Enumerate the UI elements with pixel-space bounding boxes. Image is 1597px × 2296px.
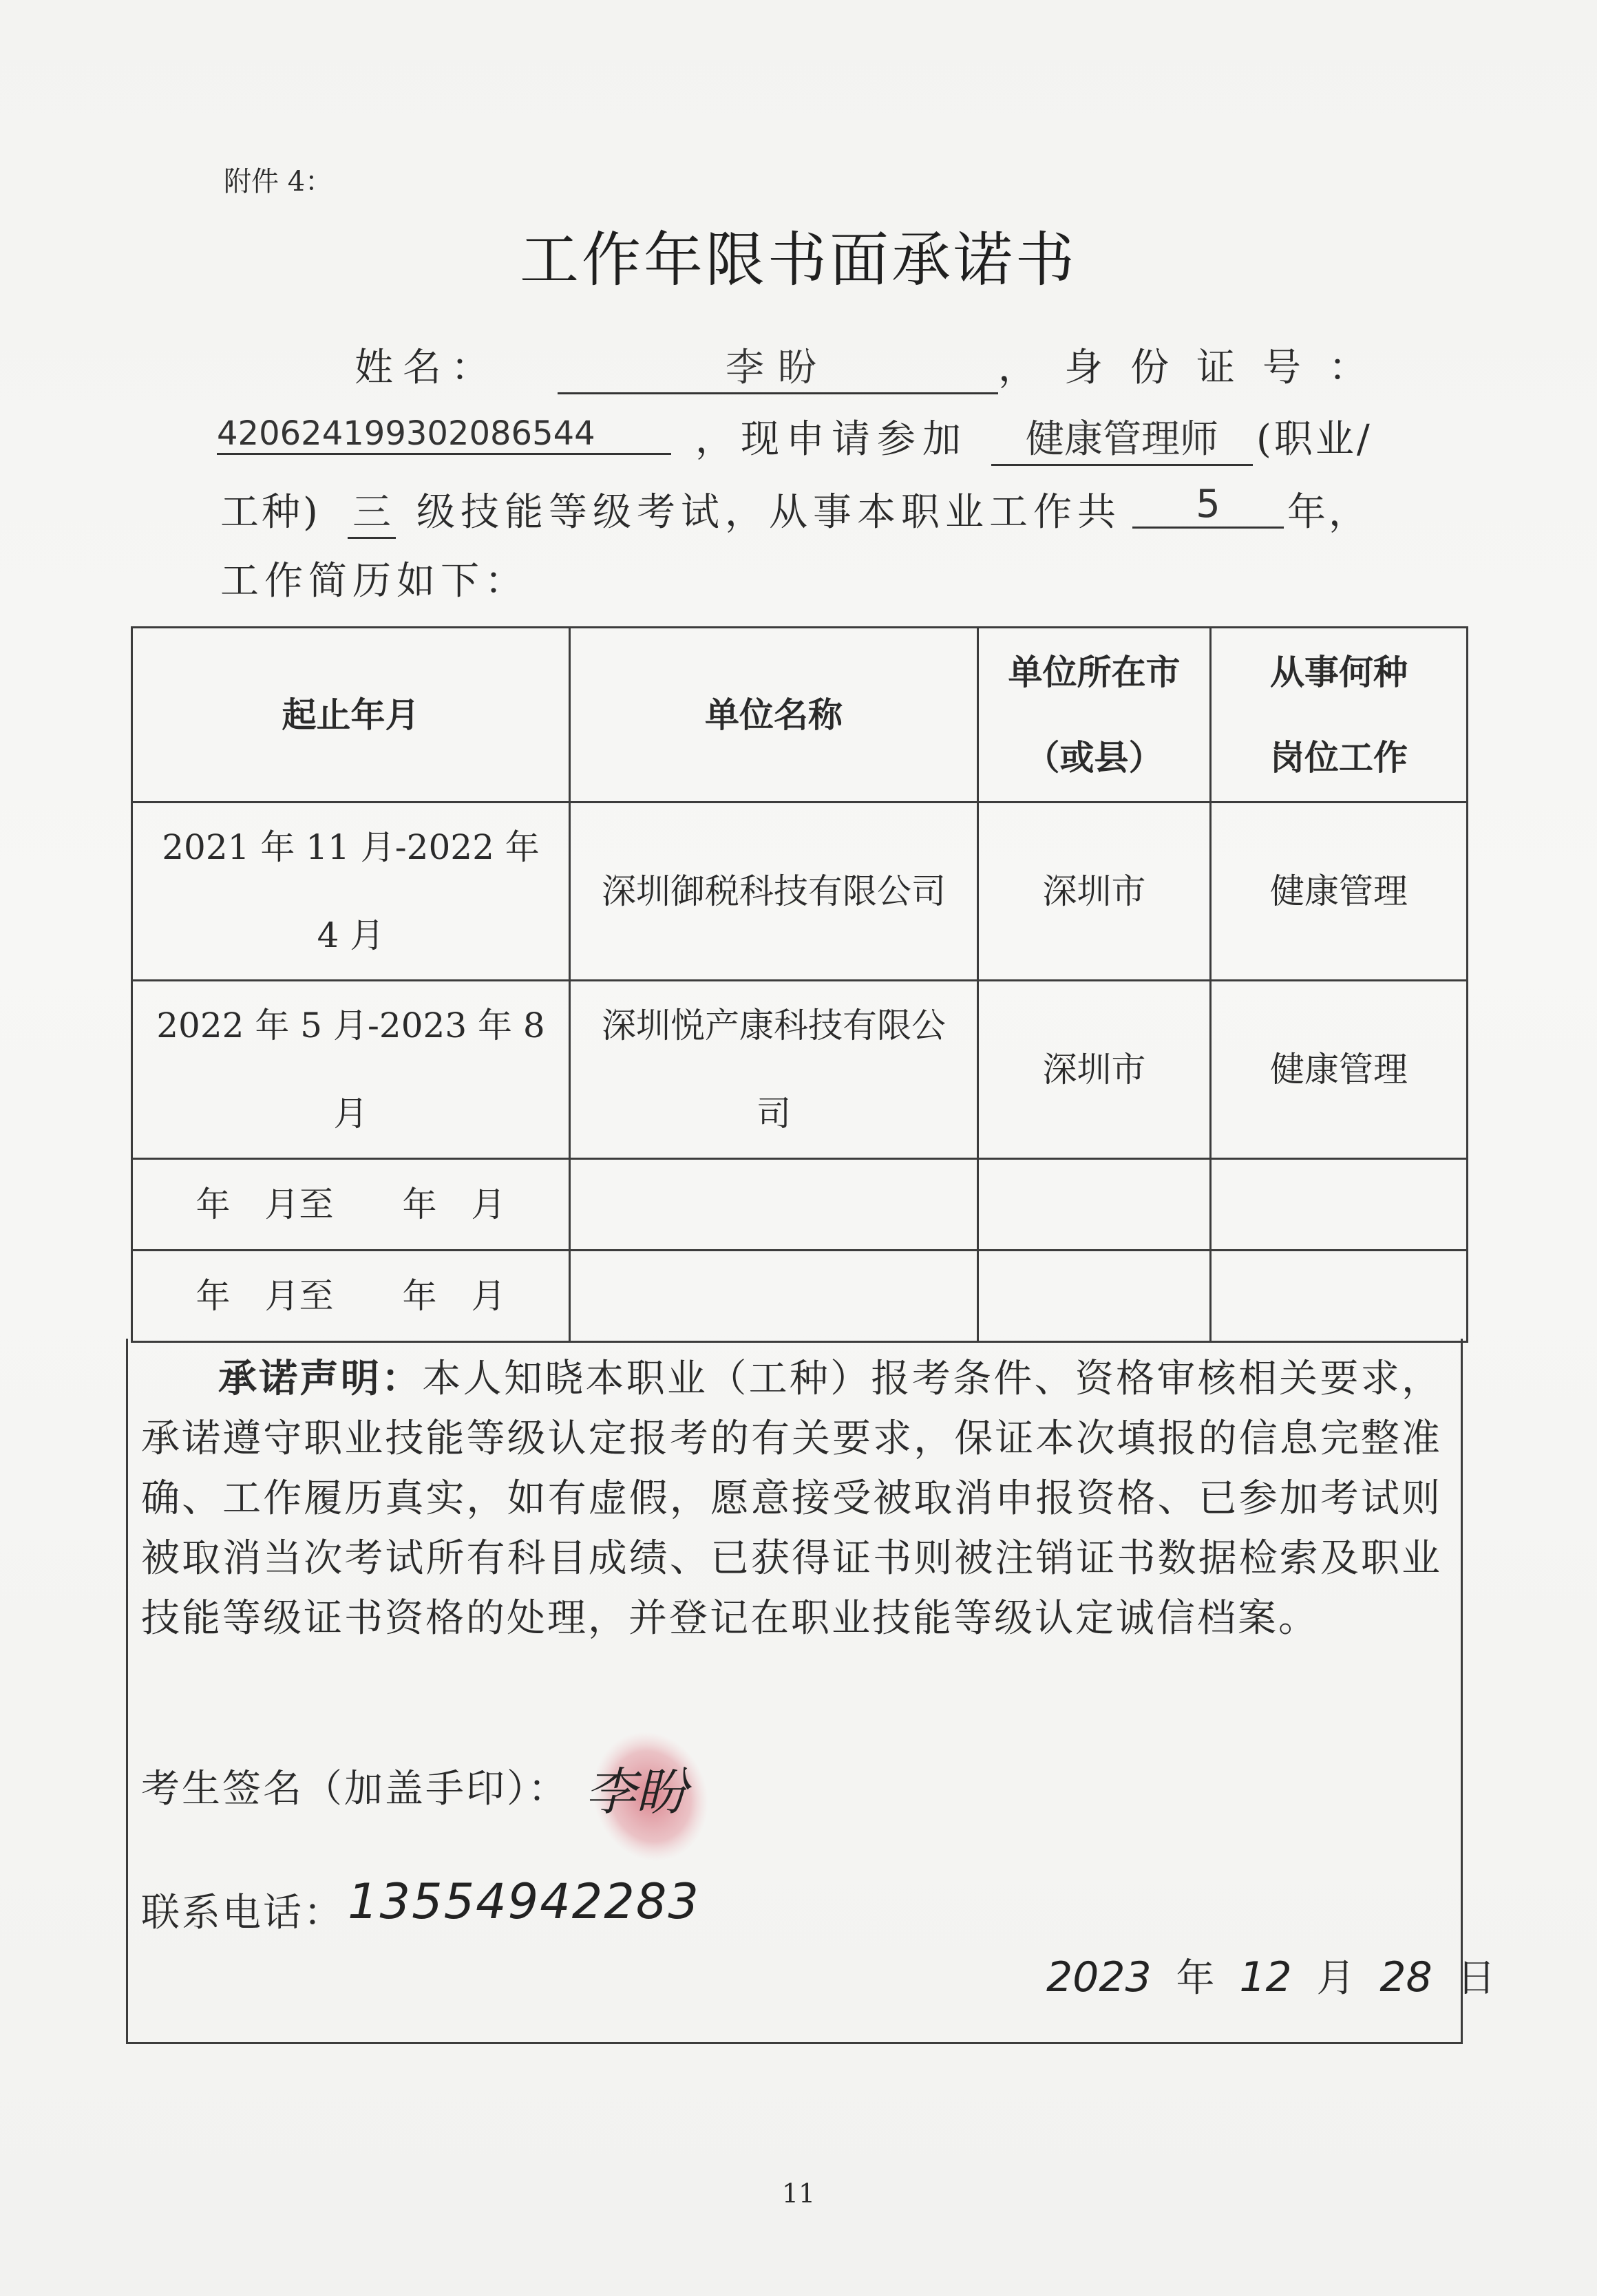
- header-city: [978, 628, 1211, 802]
- row3-post[interactable]: [1211, 1159, 1468, 1251]
- header-post-line2: 岗位工作: [1270, 737, 1408, 778]
- row1-unit[interactable]: 深圳御税科技有限公司: [570, 802, 978, 981]
- occupation-suffix: (职业/: [1256, 417, 1373, 462]
- row4-city[interactable]: [978, 1251, 1211, 1342]
- date-year-unit: 年: [1176, 1956, 1215, 2001]
- row2-city[interactable]: 深圳市: [978, 981, 1211, 1159]
- page-number: 11: [781, 2178, 816, 2209]
- phone-handwritten: 13554942283: [348, 1873, 700, 1930]
- table-row: [132, 981, 1468, 1159]
- row3-city[interactable]: [978, 1159, 1211, 1251]
- level-field[interactable]: 三: [348, 482, 396, 539]
- resume-intro: 工作简历如下：: [220, 559, 529, 604]
- name-field[interactable]: 李盼: [558, 337, 998, 394]
- header-post: [1211, 628, 1468, 802]
- years-field[interactable]: 5: [1132, 482, 1284, 529]
- line3-mid: 级技能等级考试，从事本职业工作共: [416, 490, 1121, 535]
- row4-unit[interactable]: [570, 1251, 978, 1342]
- line3-prefix: 工种): [220, 490, 321, 535]
- header-city-line2: （或县）: [1025, 737, 1163, 778]
- date-month-unit: 月: [1316, 1956, 1355, 2001]
- row2-post[interactable]: 健康管理: [1211, 981, 1468, 1159]
- date-year: 2023: [1046, 1953, 1152, 2001]
- header-post-line1: 从事何种: [1270, 652, 1408, 692]
- row4-period[interactable]: 年 月至 年 月: [132, 1251, 570, 1342]
- row4-post[interactable]: [1211, 1251, 1468, 1342]
- name-label: 姓名：: [355, 346, 499, 390]
- statement-text: 本人知晓本职业（工种）报考条件、资格审核相关要求，承诺遵守职业技能等级认定报考的有关要求，保证本次填报的信息完整准确、工作履历真实，如有虚假，愿意接受被取消申报资格、已参加考试则被取消当次考试所有科目成绩、已获得证书则被注销证书数据检索及职业技能等级证书资格的处理，并登记在职业技能等级认定诚信档案。: [141, 1357, 1443, 1641]
- row1-post[interactable]: 健康管理: [1211, 802, 1468, 981]
- work-history-table: [131, 626, 1468, 1343]
- table-row: [132, 1251, 1468, 1342]
- table-row: [132, 1159, 1468, 1251]
- apply-text: ，现申请参加: [695, 417, 968, 462]
- table-row: [132, 802, 1468, 981]
- row1-period[interactable]: 2021 年 11 月-2022 年 4 月: [132, 802, 570, 981]
- statement-paragraph: [141, 1337, 1442, 1648]
- statement-label: 承诺声明：: [218, 1357, 423, 1401]
- date-day: 28: [1379, 1953, 1432, 2001]
- date-line: [1046, 1948, 1495, 2003]
- years-suffix: 年，: [1287, 490, 1370, 535]
- signature-handwritten: 李盼: [585, 1763, 687, 1822]
- phone-label: 联系电话：: [141, 1891, 344, 1935]
- header-unit: 单位名称: [570, 628, 978, 802]
- signature-label: 考生签名（加盖手印）：: [141, 1767, 569, 1811]
- attachment-label: 附件 4：: [224, 166, 333, 198]
- row3-unit[interactable]: [570, 1159, 978, 1251]
- row2-period[interactable]: 2022 年 5 月-2023 年 8 月: [132, 981, 570, 1159]
- table-header-row: [132, 628, 1468, 802]
- page-title: 工作年限书面承诺书: [520, 226, 1077, 295]
- id-number-field[interactable]: 420624199302086544: [217, 414, 671, 455]
- row2-unit[interactable]: 深圳悦产康科技有限公司: [570, 981, 978, 1159]
- occupation-field[interactable]: 健康管理师: [991, 409, 1253, 466]
- row3-period[interactable]: 年 月至 年 月: [132, 1159, 570, 1251]
- header-city-line1: 单位所在市: [1008, 652, 1181, 692]
- header-period: 起止年月: [132, 628, 570, 802]
- id-label: ，身份证号：: [998, 346, 1395, 390]
- date-day-unit: 日: [1457, 1956, 1496, 2001]
- row1-city[interactable]: 深圳市: [978, 802, 1211, 981]
- date-month: 12: [1239, 1953, 1292, 2001]
